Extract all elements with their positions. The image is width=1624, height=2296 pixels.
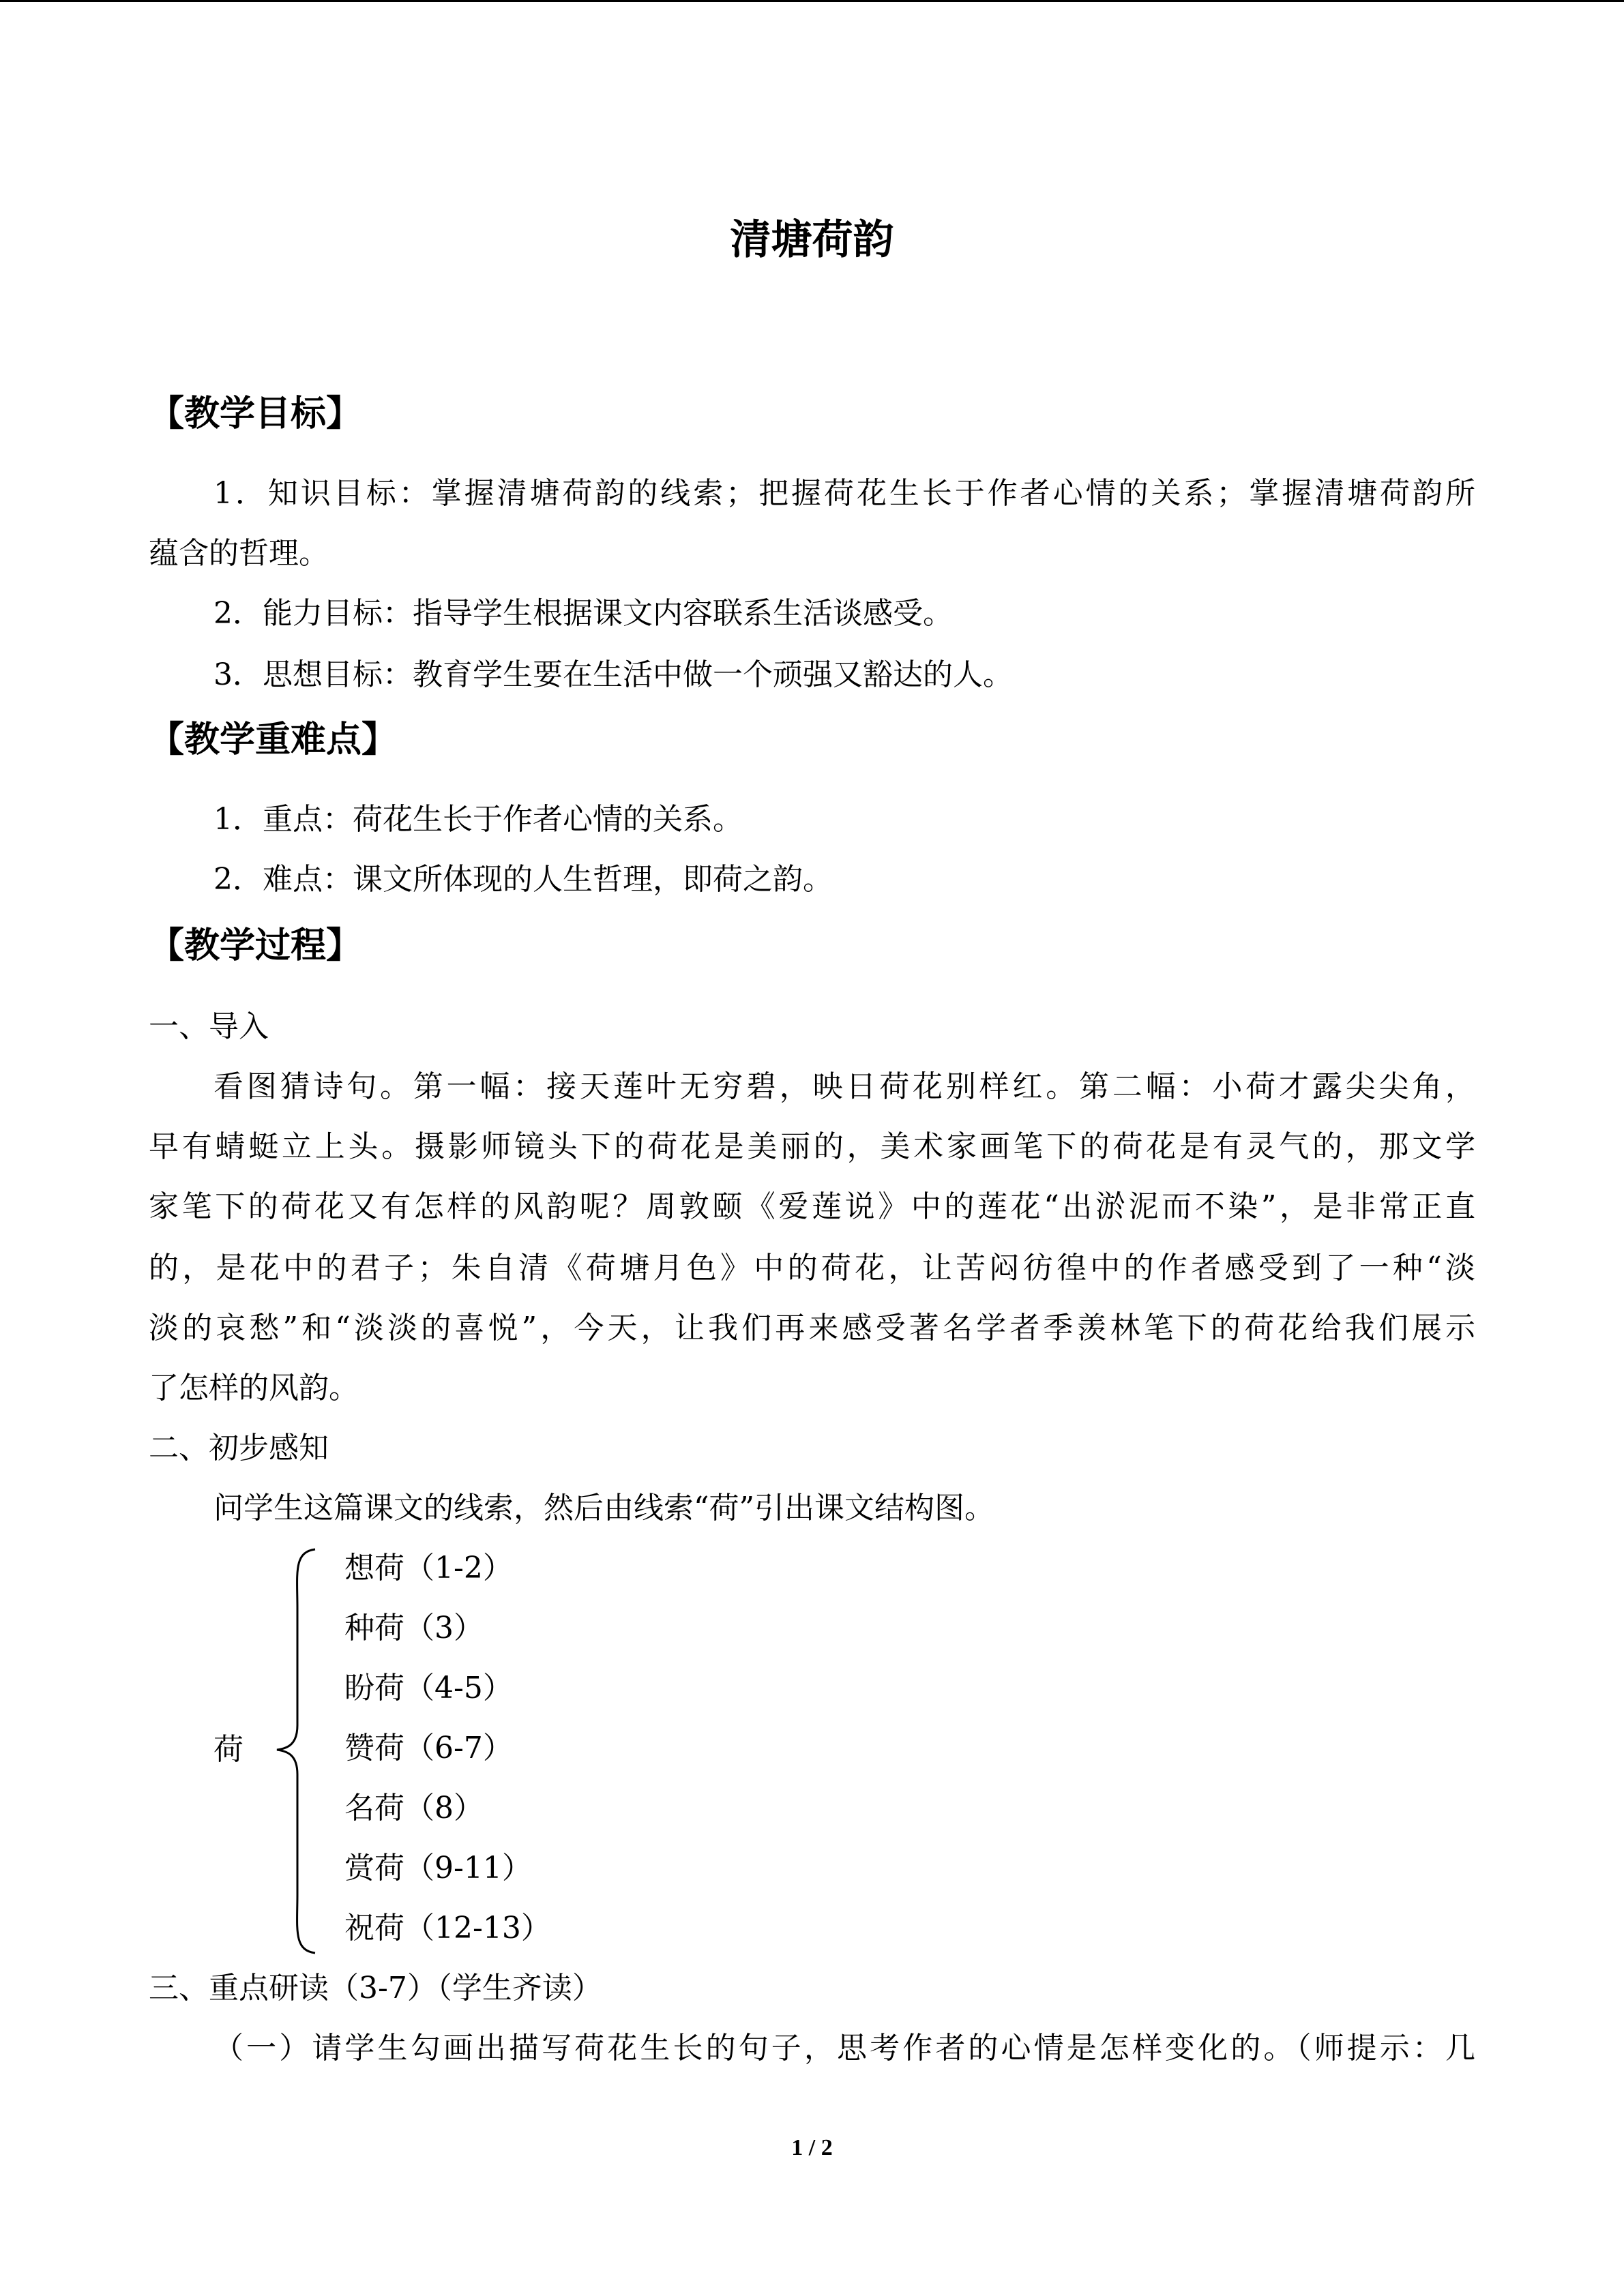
structure-branch: 盼荷（4-5）: [344, 1671, 513, 1705]
objective-item-3: 3．思想目标：教育学生要在生活中做一个顽强又豁达的人。: [213, 657, 1013, 692]
section-heading-key-points: 【教学重难点】: [149, 719, 398, 760]
intro-paragraph-line-5: 淡的哀愁”和“淡淡的喜悦”，今天，让我们再来感受著名学者季羡林笔下的荷花给我们展示: [149, 1311, 1475, 1345]
key-point-item-1: 1．重点：荷花生长于作者心情的关系。: [213, 802, 743, 837]
structure-branch: 名荷（8）: [344, 1791, 484, 1825]
structure-branch: 祝荷（12-13）: [344, 1911, 551, 1945]
structure-branch: 赏荷（9-11）: [344, 1851, 532, 1885]
objective-item-2: 2．能力目标：指导学生根据课文内容联系生活谈感受。: [213, 596, 953, 631]
section-heading-objectives: 【教学目标】: [149, 393, 362, 434]
process-part-1-title: 一、导入: [149, 1009, 269, 1044]
document-title: 清塘荷韵: [730, 216, 894, 264]
section-heading-process: 【教学过程】: [149, 925, 362, 966]
intro-paragraph-line-6: 了怎样的风韵。: [149, 1371, 359, 1405]
structure-branch: 想荷（1-2）: [344, 1551, 513, 1585]
structure-branch: 赞荷（6-7）: [344, 1731, 513, 1765]
intro-paragraph-line-3: 家笔下的荷花又有怎样的风韵呢？周敦颐《爱莲说》中的莲花“出淤泥而不染”，是非常正直: [149, 1189, 1475, 1224]
intro-paragraph-line-1: 看图猜诗句。第一幅：接天莲叶无穷碧，映日荷花别样红。第二幅：小荷才露尖尖角，: [213, 1069, 1475, 1104]
key-point-item-2: 2．难点：课文所体现的人生哲理，即荷之韵。: [213, 862, 833, 897]
page-indicator: 1 / 2: [791, 2135, 833, 2160]
curly-brace-icon: [273, 1547, 321, 1956]
part-3-paragraph: （一）请学生勾画出描写荷花生长的句子，思考作者的心情是怎样变化的。（师提示：几: [213, 2031, 1475, 2066]
page-top-border: [0, 0, 1624, 2]
structure-root-label: 荷: [213, 1732, 243, 1767]
intro-paragraph-line-4: 的，是花中的君子；朱自清《荷塘月色》中的荷花，让苦闷彷徨中的作者感受到了一种“淡: [149, 1251, 1475, 1285]
process-part-2-title: 二、初步感知: [149, 1431, 329, 1465]
part-2-paragraph: 问学生这篇课文的线索，然后由线索“荷”引出课文结构图。: [213, 1491, 994, 1525]
process-part-3-title: 三、重点研读（3-7）（学生齐读）: [149, 1971, 602, 2006]
objective-item-1-line-2: 蕴含的哲理。: [149, 536, 329, 571]
structure-branch: 种荷（3）: [344, 1611, 484, 1645]
intro-paragraph-line-2: 早有蜻蜓立上头。摄影师镜头下的荷花是美丽的，美术家画笔下的荷花是有灵气的，那文学: [149, 1129, 1475, 1164]
objective-item-1-line-1: 1．知识目标：掌握清塘荷韵的线索；把握荷花生长于作者心情的关系；掌握清塘荷韵所: [213, 476, 1475, 511]
